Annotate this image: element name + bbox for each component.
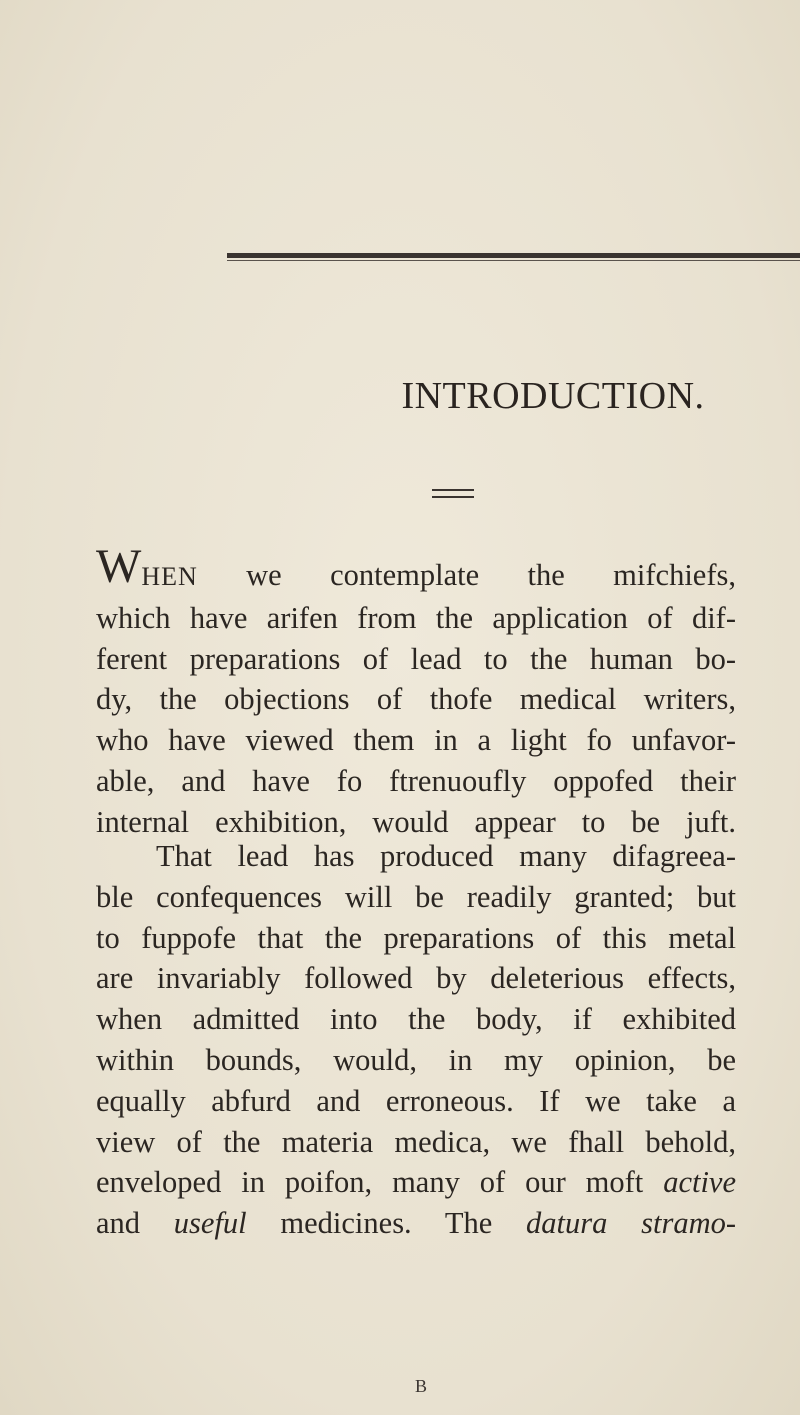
paragraph-1-line-5: who have viewed them in a light fo unfavor- [96, 723, 736, 758]
paragraph-2-line-3: to fuppofe that the preparations of this metal [96, 920, 736, 955]
line-text: enveloped in poifon, many of our moft [96, 1165, 644, 1200]
paragraph-2-line-7: equally abfurd and erroneous. If we take a [96, 1083, 736, 1118]
ornament-rule-bottom [432, 496, 474, 498]
italic-word: active [663, 1165, 736, 1200]
signature-mark: B [415, 1376, 428, 1396]
line-text: and [96, 1206, 141, 1241]
line-text: we contemplate the mifchiefs, [246, 558, 736, 592]
page-title: INTRODUCTION. [401, 375, 705, 417]
paragraph-2-line-6: within bounds, would, in my opinion, be [96, 1042, 736, 1077]
paragraph-1-line-2: which have arifen from the application of dif- [96, 600, 736, 635]
header-rule-thin [227, 260, 800, 261]
paragraph-2-line-9 [96, 1162, 736, 1203]
paragraph-2-line-10 [96, 1203, 736, 1244]
paragraph-2-line-5: when admitted into the body, if exhibited [96, 1002, 736, 1037]
italic-word: useful [173, 1206, 247, 1241]
paragraph-1-line-3: ferent preparations of lead to the human bo- [96, 641, 736, 676]
paragraph-2-line-4: are invariably followed by deleterious effects, [96, 961, 736, 996]
header-rule-thick [227, 253, 800, 258]
paragraph-1 [96, 540, 736, 843]
paragraph-1-line-4: dy, the objections of thofe medical writers, [96, 682, 736, 717]
paragraph-2-line-8: view of the materia medica, we fhall behold, [96, 1124, 736, 1159]
lead-word: HEN [141, 562, 198, 591]
paragraph-1-line-6: able, and have fo ftrenuoufly oppofed their [96, 763, 736, 798]
paragraph-2 [96, 836, 736, 1244]
paragraph-1-line-1 [96, 540, 736, 598]
drop-cap: W [96, 540, 142, 593]
italic-word: datura stramo- [526, 1206, 737, 1241]
paragraph-2-line-2: ble confequences will be readily granted; but [96, 879, 736, 914]
paragraph-2-line-1: That lead has produced many difagreea- [156, 839, 736, 873]
paragraph-1-line-7: internal exhibition, would appear to be juft. [96, 804, 736, 839]
line-text: medicines. The [280, 1206, 493, 1241]
ornament-rule-top [432, 489, 474, 491]
